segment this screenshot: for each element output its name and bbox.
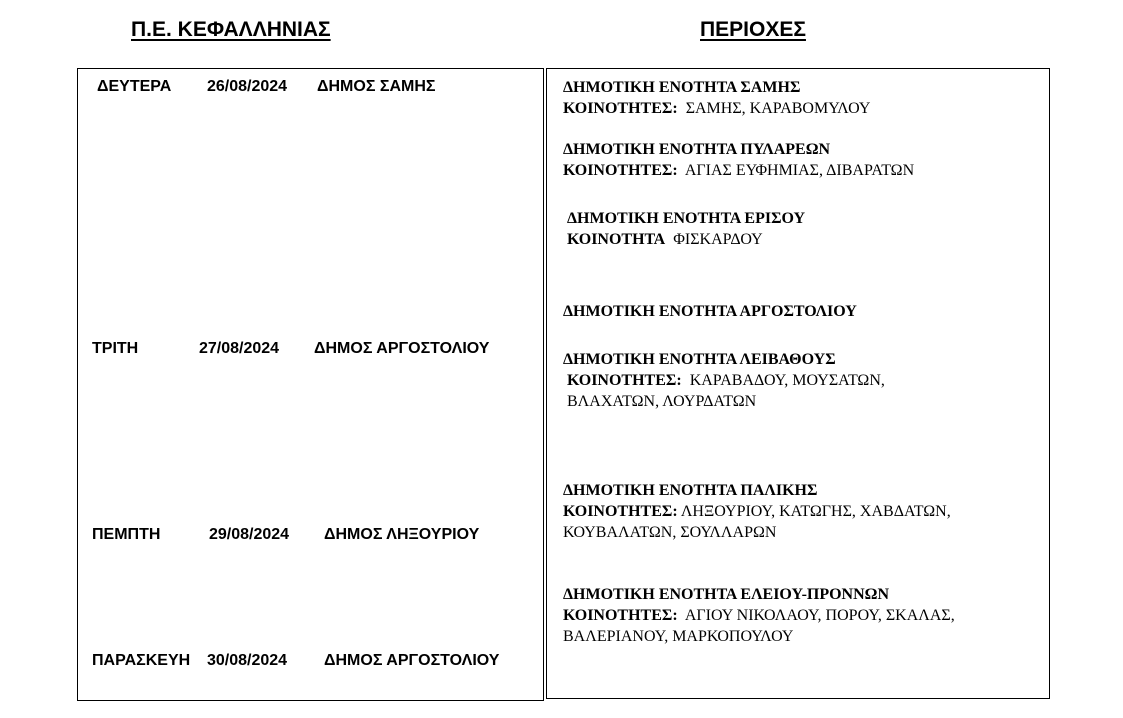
schedule-day: ΔΕΥΤΕΡΑ: [97, 78, 172, 95]
area-communities: ΣΑΜΗΣ, ΚΑΡΑΒΟΜΥΛΟΥ: [685, 100, 871, 117]
area-communities-line: [563, 160, 914, 181]
schedule-municipality: ΔΗΜΟΣ ΛΗΞΟΥΡΙΟΥ: [324, 526, 480, 543]
area-communities-line: [563, 370, 885, 391]
area-block-palikis: [563, 480, 951, 543]
area-communities-line: [563, 501, 951, 522]
area-title: ΔΗΜΟΤΙΚΗ ΕΝΟΤΗΤΑ ΠΑΛΙΚΗΣ: [563, 482, 818, 499]
schedule-day: ΠΑΡΑΣΚΕΥΗ: [92, 652, 191, 669]
area-communities-continued: ΒΛΑΧΑΤΩΝ, ΛΟΥΡΔΑΤΩΝ: [567, 393, 757, 410]
area-communities: ΛΗΞΟΥΡΙΟΥ, ΚΑΤΩΓΗΣ, ΧΑΒΔΑΤΩΝ,: [680, 503, 951, 520]
area-label: ΚΟΙΝΟΤΗΤΕΣ:: [563, 162, 678, 179]
schedule-municipality: ΔΗΜΟΣ ΑΡΓΟΣΤΟΛΙΟΥ: [324, 652, 500, 669]
area-communities: ΦΙΣΚΑΡΔΟΥ: [673, 231, 763, 248]
area-title: ΔΗΜΟΤΙΚΗ ΕΝΟΤΗΤΑ ΑΡΓΟΣΤΟΛΙΟΥ: [563, 303, 857, 320]
area-label: ΚΟΙΝΟΤΗΤΕΣ:: [563, 503, 678, 520]
area-title: ΔΗΜΟΤΙΚΗ ΕΝΟΤΗΤΑ ΣΑΜΗΣ: [563, 79, 801, 96]
area-communities: ΚΑΡΑΒΑΔΟΥ, ΜΟΥΣΑΤΩΝ,: [689, 372, 885, 389]
schedule-day: ΠΕΜΠΤΗ: [92, 526, 161, 543]
area-communities-continued: ΚΟΥΒΑΛΑΤΩΝ, ΣΟΥΛΛΑΡΩΝ: [563, 524, 777, 541]
right-heading: ΠΕΡΙΟΧΕΣ: [700, 18, 806, 41]
area-communities: ΑΓΙΟΥ ΝΙΚΟΛΑΟΥ, ΠΟΡΟΥ, ΣΚΑΛΑΣ,: [684, 607, 955, 624]
area-block-pylareon: [563, 139, 914, 181]
schedule-date: 26/08/2024: [207, 78, 288, 95]
area-title: ΔΗΜΟΤΙΚΗ ΕΝΟΤΗΤΑ ΠΥΛΑΡΕΩΝ: [563, 141, 831, 158]
schedule-date: 27/08/2024: [199, 340, 280, 357]
area-title: ΔΗΜΟΤΙΚΗ ΕΝΟΤΗΤΑ ΕΡΙΣΟΥ: [567, 210, 806, 227]
area-label: ΚΟΙΝΟΤΗΤΑ: [567, 231, 666, 248]
schedule-panel: [77, 68, 544, 701]
area-block-eleiou-pronnon: [563, 584, 955, 647]
schedule-municipality: ΔΗΜΟΣ ΑΡΓΟΣΤΟΛΙΟΥ: [314, 340, 490, 357]
area-label: ΚΟΙΝΟΤΗΤΕΣ:: [563, 100, 678, 117]
schedule-date: 29/08/2024: [209, 526, 290, 543]
area-block-leivathous: [563, 349, 885, 412]
schedule-date: 30/08/2024: [207, 652, 288, 669]
area-title: ΔΗΜΟΤΙΚΗ ΕΝΟΤΗΤΑ ΛΕΙΒΑΘΟΥΣ: [563, 351, 836, 368]
area-communities-continued: ΒΑΛΕΡΙΑΝΟΥ, ΜΑΡΚΟΠΟΥΛΟΥ: [563, 628, 794, 645]
area-communities-line: [567, 229, 805, 250]
area-block-argostoliou: [563, 301, 857, 322]
area-label: ΚΟΙΝΟΤΗΤΕΣ:: [563, 607, 678, 624]
area-title: ΔΗΜΟΤΙΚΗ ΕΝΟΤΗΤΑ ΕΛΕΙΟΥ-ΠΡΟΝΝΩΝ: [563, 586, 890, 603]
area-communities-line: [563, 605, 955, 626]
schedule-day: ΤΡΙΤΗ: [92, 340, 139, 357]
schedule-municipality: ΔΗΜΟΣ ΣΑΜΗΣ: [317, 78, 436, 95]
area-communities: ΑΓΙΑΣ ΕΥΦΗΜΙΑΣ, ΔΙΒΑΡΑΤΩΝ: [684, 162, 915, 179]
area-block-samis: [563, 77, 870, 119]
area-block-erisou: [567, 208, 805, 250]
area-label: ΚΟΙΝΟΤΗΤΕΣ:: [567, 372, 682, 389]
left-heading: Π.Ε. ΚΕΦΑΛΛΗΝΙΑΣ: [131, 18, 331, 41]
area-communities-line: [563, 98, 870, 119]
